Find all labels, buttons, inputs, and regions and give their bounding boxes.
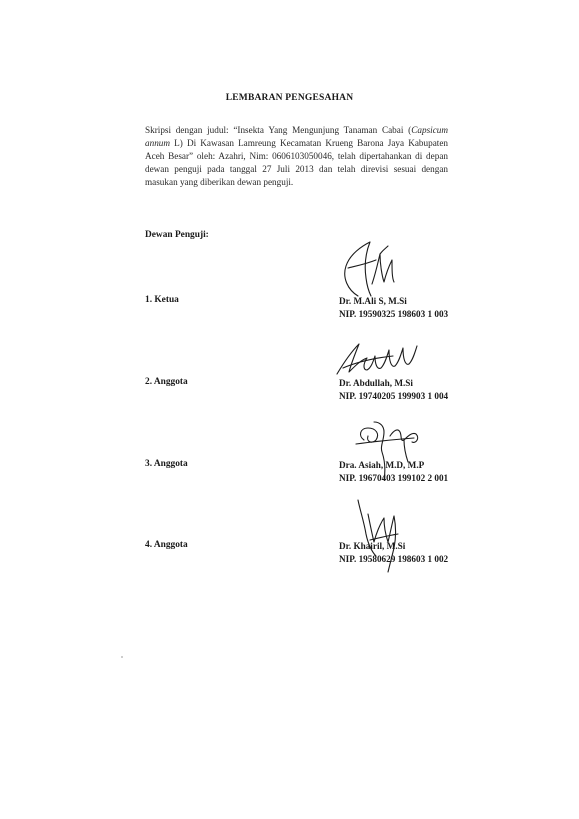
examiner-row-4 <box>0 540 579 570</box>
examiner-name: Dr. Abdullah, M.Si <box>339 378 413 388</box>
examiner-details <box>339 377 448 403</box>
examiner-role: 2. Anggota <box>145 377 188 387</box>
scan-speck <box>121 656 123 658</box>
examiner-row-1 <box>0 295 579 325</box>
signature-icon <box>336 238 406 300</box>
intro-paragraph <box>145 124 448 189</box>
examiner-nip: NIP. 19740205 199903 1 004 <box>339 391 449 401</box>
examiner-row-2 <box>0 377 579 407</box>
page-title: LEMBARAN PENGESAHAN <box>225 93 354 103</box>
examiner-nip: NIP. 19580629 198603 1 002 <box>339 554 449 564</box>
examiner-board-label: Dewan Penguji: <box>145 230 209 240</box>
examiner-role: 1. Ketua <box>145 295 179 305</box>
examiner-nip: NIP. 19590325 198603 1 003 <box>339 309 449 319</box>
examiner-name: Dr. M.Ali S, M.Si <box>339 296 407 306</box>
examiner-role: 3. Anggota <box>145 459 188 469</box>
examiner-name: Dr. Khairil, M.Si <box>339 541 406 551</box>
examiner-nip: NIP. 19670403 199102 2 001 <box>339 473 449 483</box>
examiner-row-3 <box>0 459 579 489</box>
intro-text-part1: Skripsi dengan judul: “Insekta Yang Mengunjung Tanaman Cabai ( <box>145 125 412 135</box>
intro-text-part2: L) Di Kawasan Lamreung Kecamatan Krueng Barona Jaya Kabupaten Aceh Besar” oleh: Azahri, Nim: 0606103050046, telah dipertahankan di depan dewan penguji pada tanggal 27 Juli 2013 dan telah direvisi sesuai dengan masukan yang diberikan dewan penguji. <box>145 138 448 187</box>
examiner-role: 4. Anggota <box>145 540 188 550</box>
intro-italic-species: Capsicum annum <box>145 125 448 148</box>
examiner-name: Dra. Asiah, M.D, M.P <box>339 460 425 470</box>
examiner-details <box>339 295 448 321</box>
examiner-details <box>339 459 448 485</box>
signature-icon <box>333 338 423 380</box>
examiner-details <box>339 540 448 566</box>
